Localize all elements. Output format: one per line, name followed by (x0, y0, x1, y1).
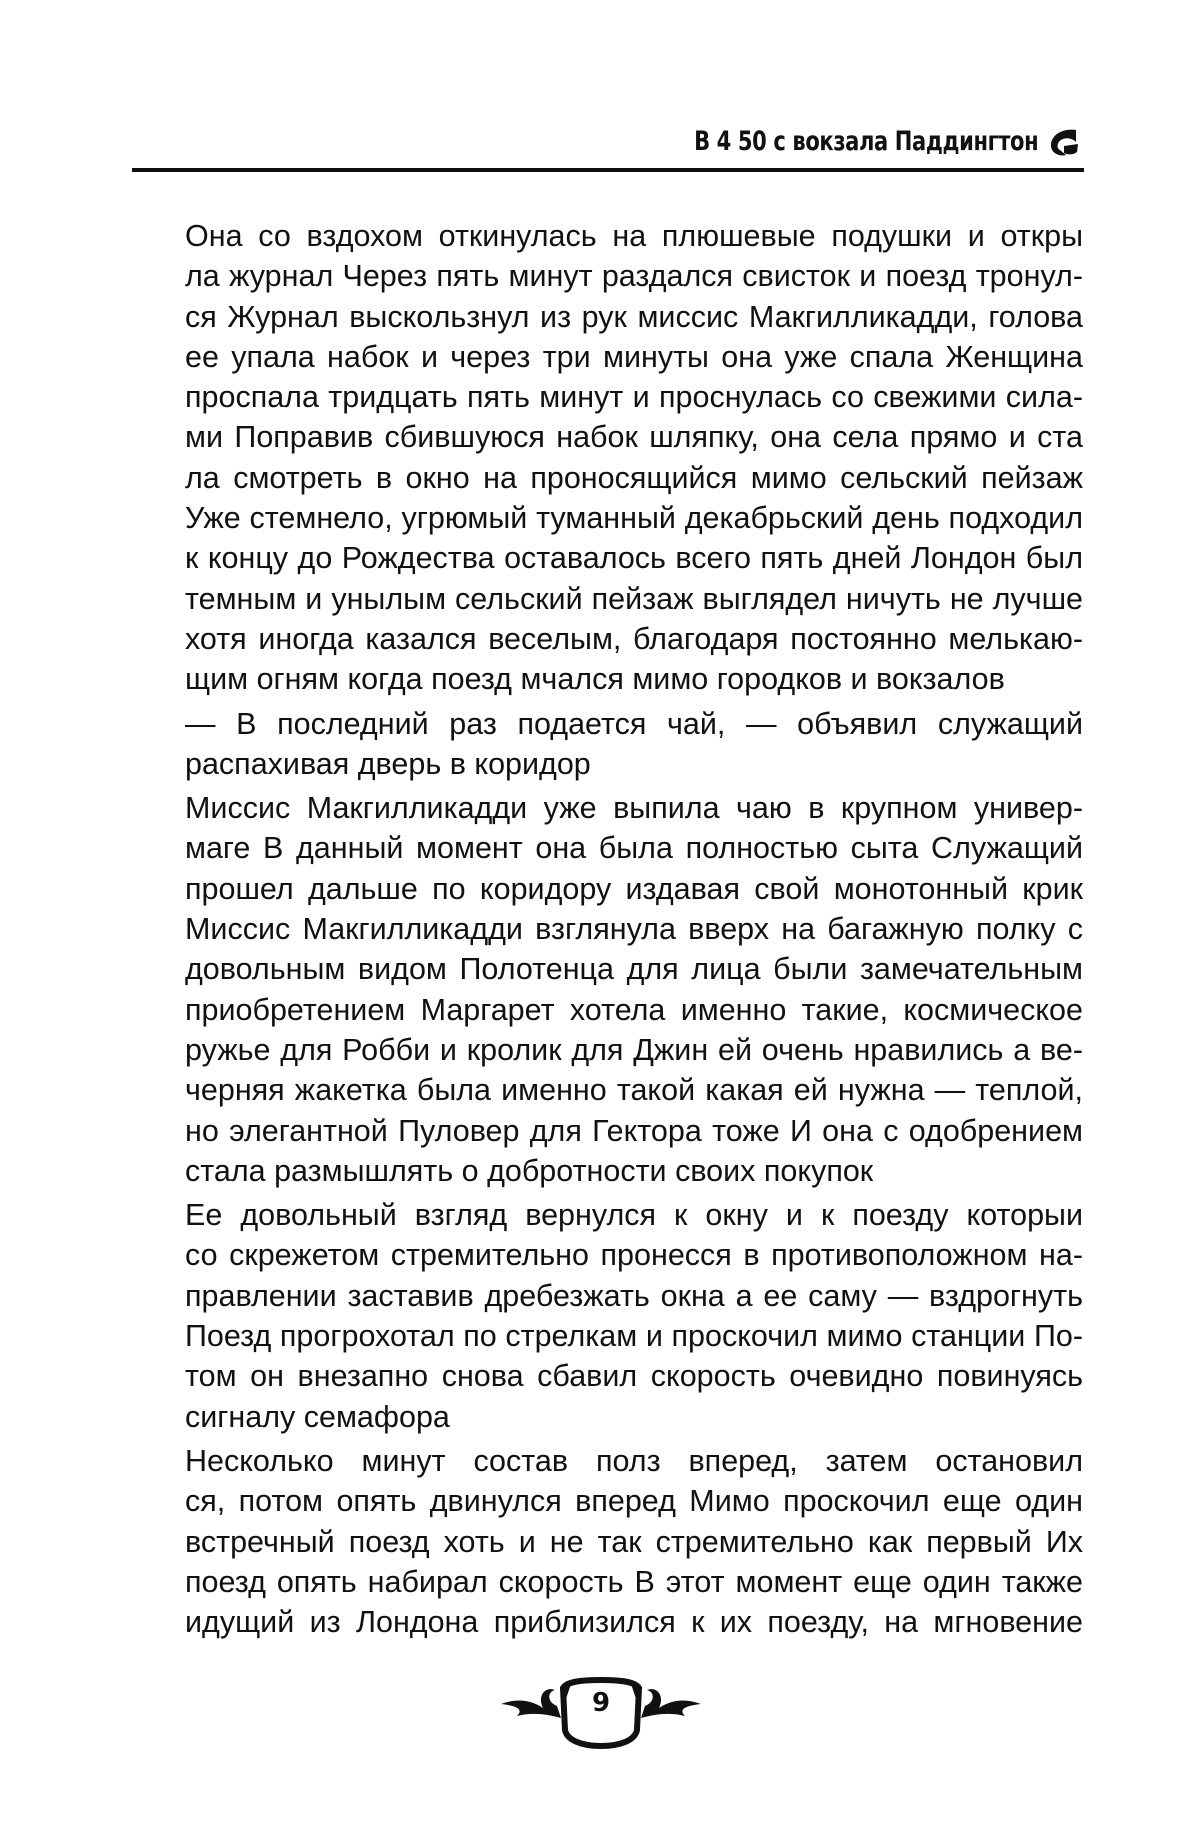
running-header (132, 118, 1084, 178)
text-line: поезд опять набирал скорость В этот момент еще один также (185, 1564, 1083, 1599)
text-line: маге В данный момент она была полностью сыта Служащий (185, 831, 1083, 866)
text-line: Уже стемнело, угрюмый туманный декабрьский день подходил (185, 501, 1083, 536)
paragraph (133, 1441, 1083, 1642)
text-line: идущий из Лондона приблизился к их поезду, на мгновение (185, 1605, 1083, 1640)
page-footer (497, 1668, 705, 1752)
paragraph (133, 216, 1083, 700)
text-line: ружье для Робби и кролик для Джин ей очень нравились а ве- (185, 1032, 1083, 1067)
text-line: встречный поезд хоть и не так стремительно как первый Их (185, 1524, 1083, 1559)
page-number: 9 (591, 1688, 611, 1718)
text-line: темным и унылым сельский пейзаж выглядел ничуть не лучше (185, 581, 1083, 616)
text-line: том он внезапно снова сбавил скорость очевидно повинуясь (185, 1359, 1083, 1394)
text-line: щим огням когда поезд мчался мимо городков и вокзалов (185, 662, 1005, 697)
text-line: Несколько минут состав полз вперед, затем остановил (185, 1443, 1083, 1478)
header-rule (132, 168, 1084, 172)
text-line: ся Журнал выскользнул из рук миссис Макгилликадди, голова (185, 299, 1083, 334)
text-line: Поезд прогрохотал по стрелкам и проскочил мимо станции По- (185, 1319, 1083, 1354)
text-line: Ее довольный взгляд вернулся к окну и к поезду которыи (185, 1198, 1083, 1233)
publisher-logo-icon (1046, 124, 1082, 160)
text-line: со скрежетом стремительно пронесся в противоположном на- (185, 1238, 1083, 1273)
paragraph (133, 1195, 1083, 1437)
text-line: — В последний раз подается чай, — объявил служащий (185, 706, 1083, 741)
text-line: сигналу семафора (185, 1399, 450, 1434)
text-line: распахивая дверь в коридор (185, 746, 591, 781)
text-line: ся, потом опять двинулся вперед Мимо проскочил еще один (185, 1484, 1083, 1519)
text-line: довольным видом Полотенца для лица были замечательным (185, 952, 1083, 987)
text-line: прошел дальше по коридору издавая свой монотонный крик (185, 871, 1083, 906)
text-line: Она со вздохом откинулась на плюшевые подушки и откры (185, 219, 1083, 253)
paragraph (133, 788, 1083, 1191)
text-line: к концу до Рождества оставалось всего пять дней Лондон был (185, 541, 1083, 576)
text-line: приобретением Маргарет хотела именно такие, космическое (185, 992, 1083, 1027)
text-line: правлении заставив дребезжать окна а ее саму — вздрогнуть (185, 1278, 1083, 1313)
running-title: В 4 50 с вокзала Паддингтон (693, 126, 1038, 157)
text-line: ее упала набок и через три минуты она уже спала Женщина (185, 339, 1083, 374)
text-line: хотя иногда казался веселым, благодаря постоянно мелькаю- (185, 621, 1083, 656)
text-line: проспала тридцать пять минут и проснулась со свежими сила- (185, 380, 1083, 415)
text-line: черняя жакетка была именно такой какая ей нужна — теплой, (185, 1073, 1083, 1108)
text-line: ла смотреть в окно на проносящийся мимо сельский пейзаж (185, 460, 1083, 495)
text-line: Миссис Макгилликадди взглянула вверх на багажную полку с (185, 912, 1083, 947)
text-line: ми Поправив сбившуюся набок шляпку, она села прямо и ста (185, 420, 1083, 455)
text-line: стала размышлять о добротности своих покупок (185, 1153, 874, 1188)
text-line: Миссис Макгилликадди уже выпила чаю в крупном универ- (185, 791, 1083, 826)
text-line: но элегантной Пуловер для Гектора тоже И она с одобрением (185, 1113, 1083, 1148)
paragraph (133, 704, 1083, 785)
text-line: ла журнал Через пять минут раздался свисток и поезд тронул- (185, 259, 1083, 294)
body-text (133, 216, 1083, 1646)
